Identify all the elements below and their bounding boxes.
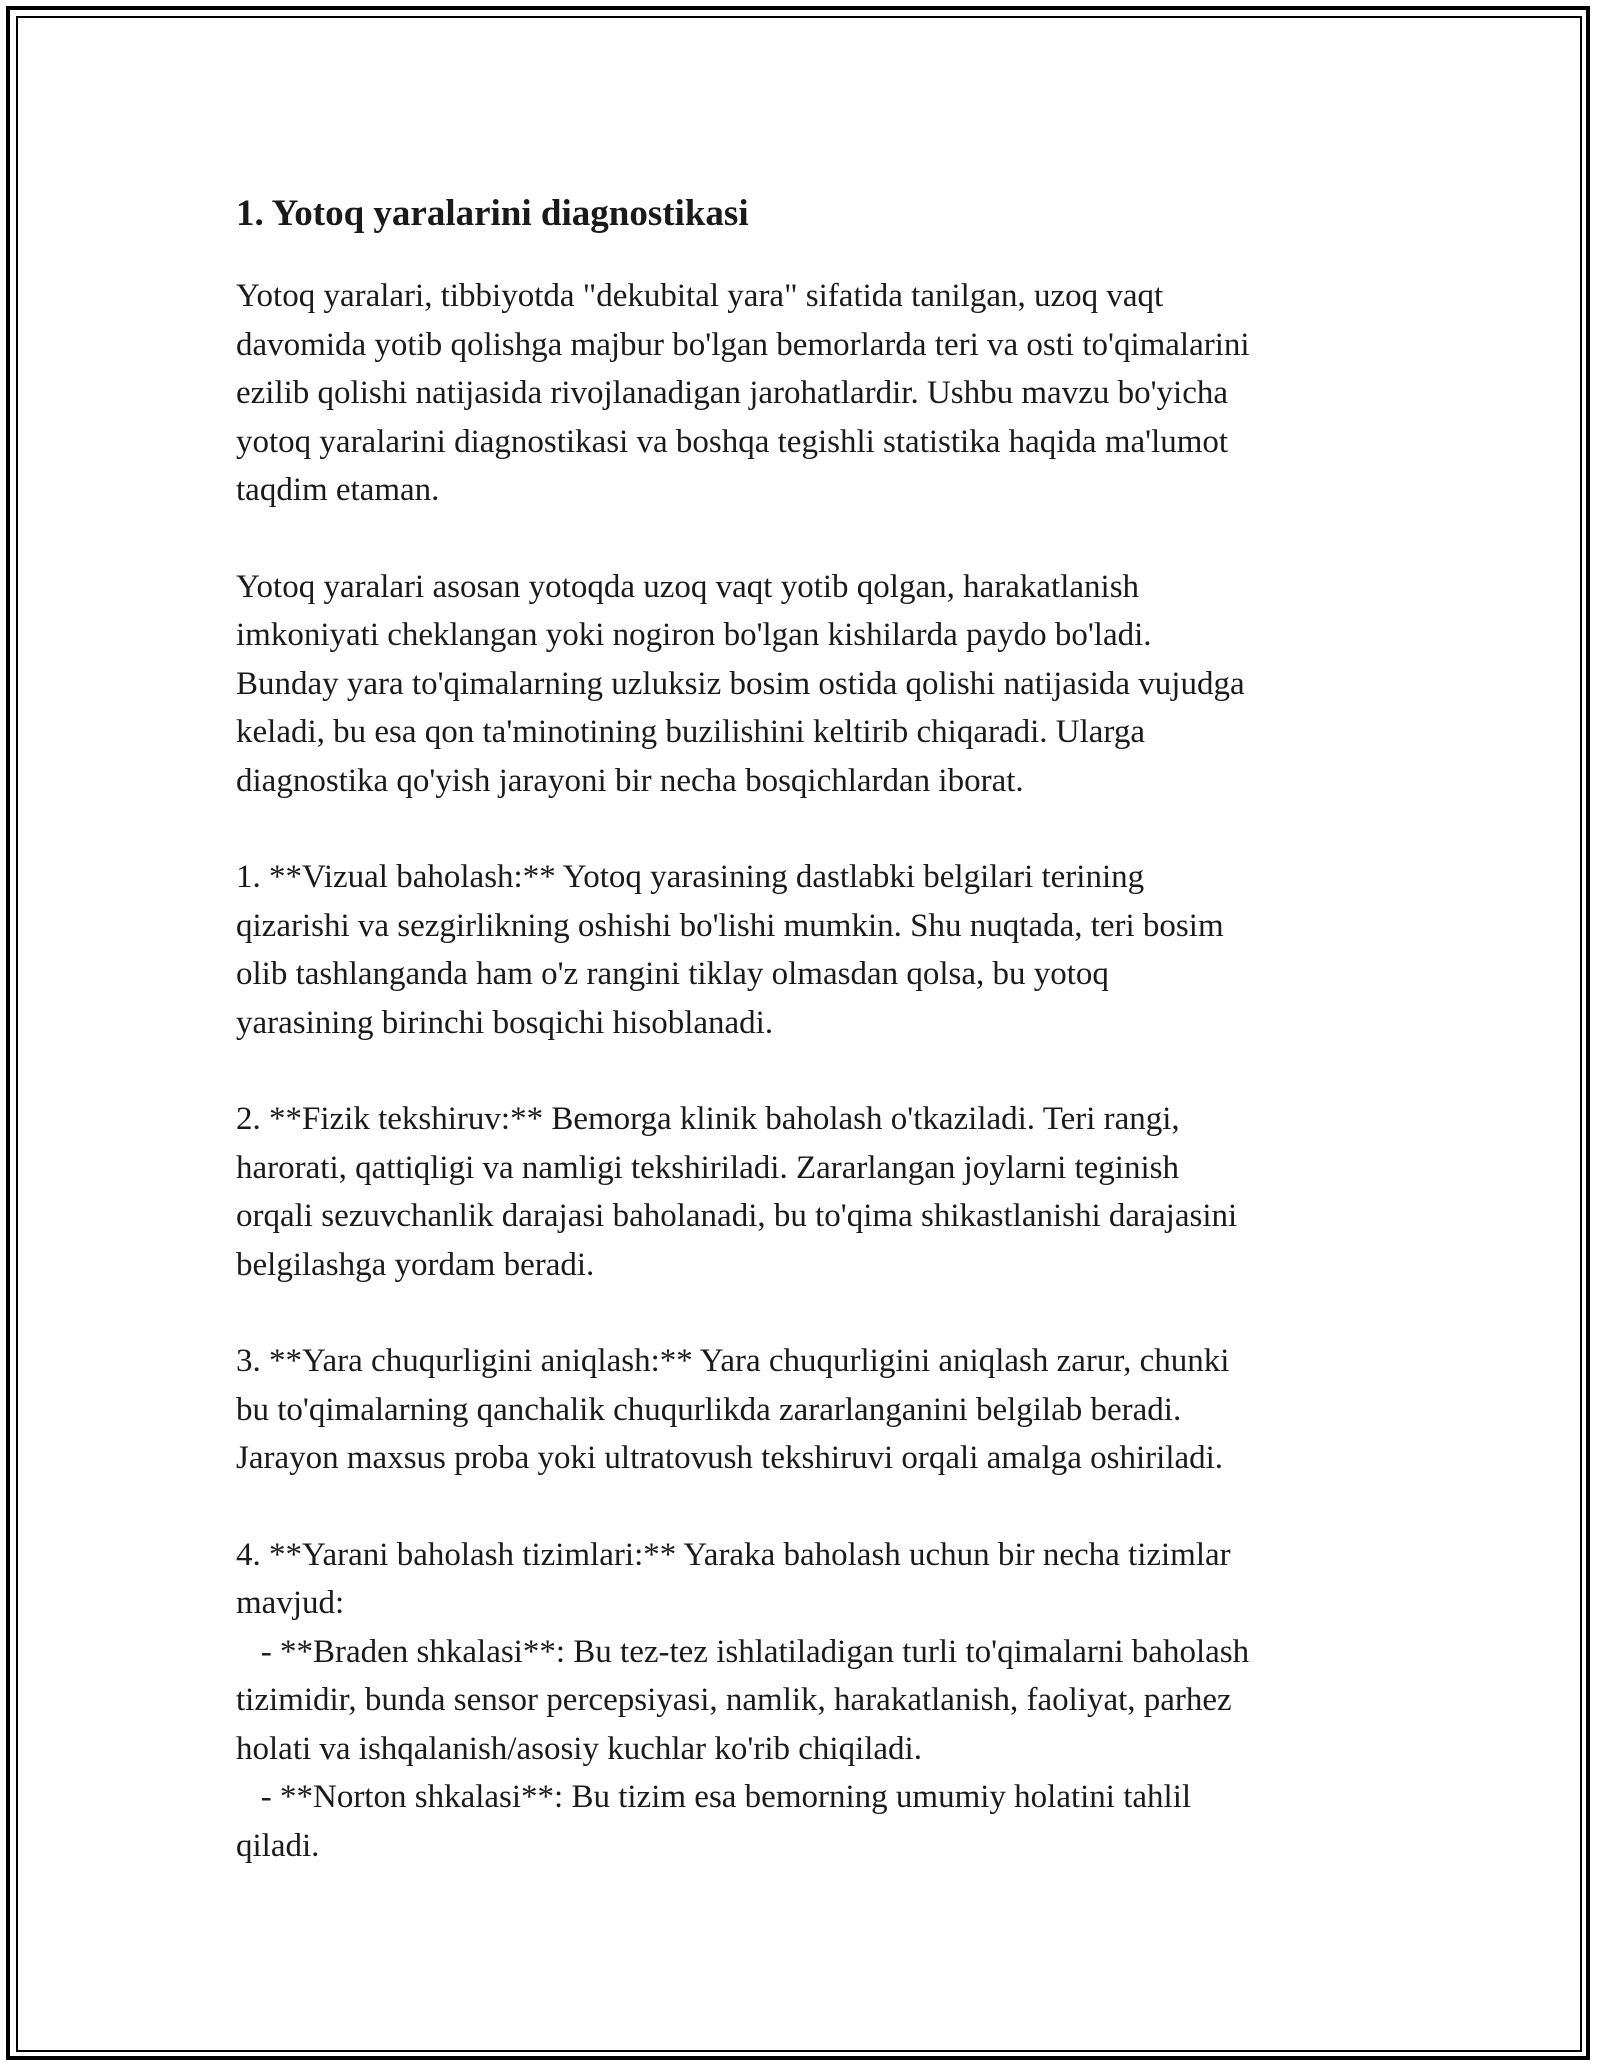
text-line: Jarayon maxsus proba yoki ultratovush tekshiruvi orqali amalga oshiriladi. [236,1440,1224,1476]
step-visual-assessment [236,853,1366,1047]
text-line: taqdim etaman. [236,472,440,508]
text-line: tizimidir, bunda sensor percepsiyasi, namlik, harakatlanish, faoliyat, parhez [236,1682,1232,1718]
text-line: mavjud: [236,1585,345,1621]
text-line: 4. **Yarani baholash tizimlari:** Yaraka baholash uchun bir necha tizimlar [236,1536,1231,1573]
text-line: Yotoq yaralari, tibbiyotda "dekubital yara" sifatida tanilgan, uzoq vaqt [236,278,1164,314]
step-physical-exam [236,1095,1366,1289]
text-line: 2. **Fizik tekshiruv:** Bemorga klinik baholash o'tkaziladi. Teri rangi, [236,1101,1180,1137]
text-line: imkoniyati cheklangan yoki nogiron bo'lgan kishilarda paydo bo'ladi. [236,617,1152,653]
text-line: olib tashlanganda ham o'z rangini tiklay olmasdan qolsa, bu yotoq [236,956,1109,992]
text-line: holati va ishqalanish/asosiy kuchlar ko'rib chiqiladi. [236,1730,922,1767]
background-paragraph [236,563,1366,806]
section-heading: 1. Yotoq yaralarini diagnostikasi [236,193,749,234]
intro-paragraph [236,272,1366,515]
text-line: davomida yotib qolishga majbur bo'lgan bemorlarda teri va osti to'qimalarini [236,326,1250,363]
text-line: harorati, qattiqligi va namligi tekshiriladi. Zararlangan joylarni teginish [236,1149,1179,1186]
text-line: qizarishi va sezgirlikning oshishi bo'lishi mumkin. Shu nuqtada, teri bosim [236,907,1224,944]
text-line: - **Norton shkalasi**: Bu tizim esa bemorning umumiy holatini tahlil [236,1779,1192,1815]
text-line: bu to'qimalarning qanchalik chuqurlikda zararlanganini belgilab beradi. [236,1391,1182,1428]
text-line: diagnostika qo'yish jarayoni bir necha bosqichlardan iborat. [236,762,1024,799]
text-line: - **Braden shkalasi**: Bu tez-tez ishlatiladigan turli to'qimalarni baholash [236,1633,1250,1670]
text-line: belgilashga yordam beradi. [236,1246,595,1283]
text-line: orqali sezuvchanlik darajasi baholanadi, bu to'qima shikastlanishi darajasini [236,1198,1238,1234]
document-body [236,186,1366,1870]
step-assessment-systems [236,1531,1366,1871]
text-line: qiladi. [236,1827,320,1864]
text-line: Yotoq yaralari asosan yotoqda uzoq vaqt yotib qolgan, harakatlanish [236,568,1140,605]
text-line: keladi, bu esa qon ta'minotining buzilishini keltirib chiqaradi. Ularga [236,714,1145,750]
text-line: ezilib qolishi natijasida rivojlanadigan jarohatlardir. Ushbu mavzu bo'yicha [236,375,1229,411]
text-line: yarasining birinchi bosqichi hisoblanadi. [236,1004,774,1041]
text-line: 3. **Yara chuqurligini aniqlash:** Yara chuqurligini aniqlash zarur, chunki [236,1343,1230,1379]
text-line: 1. **Vizual baholash:** Yotoq yarasining dastlabki belgilari terining [236,859,1145,895]
text-line: yotoq yaralarini diagnostikasi va boshqa tegishli statistika haqida ma'lumot [236,423,1229,460]
step-wound-depth [236,1337,1366,1483]
text-line: Bunday yara to'qimalarning uzluksiz bosim ostida qolishi natijasida vujudga [236,665,1245,702]
